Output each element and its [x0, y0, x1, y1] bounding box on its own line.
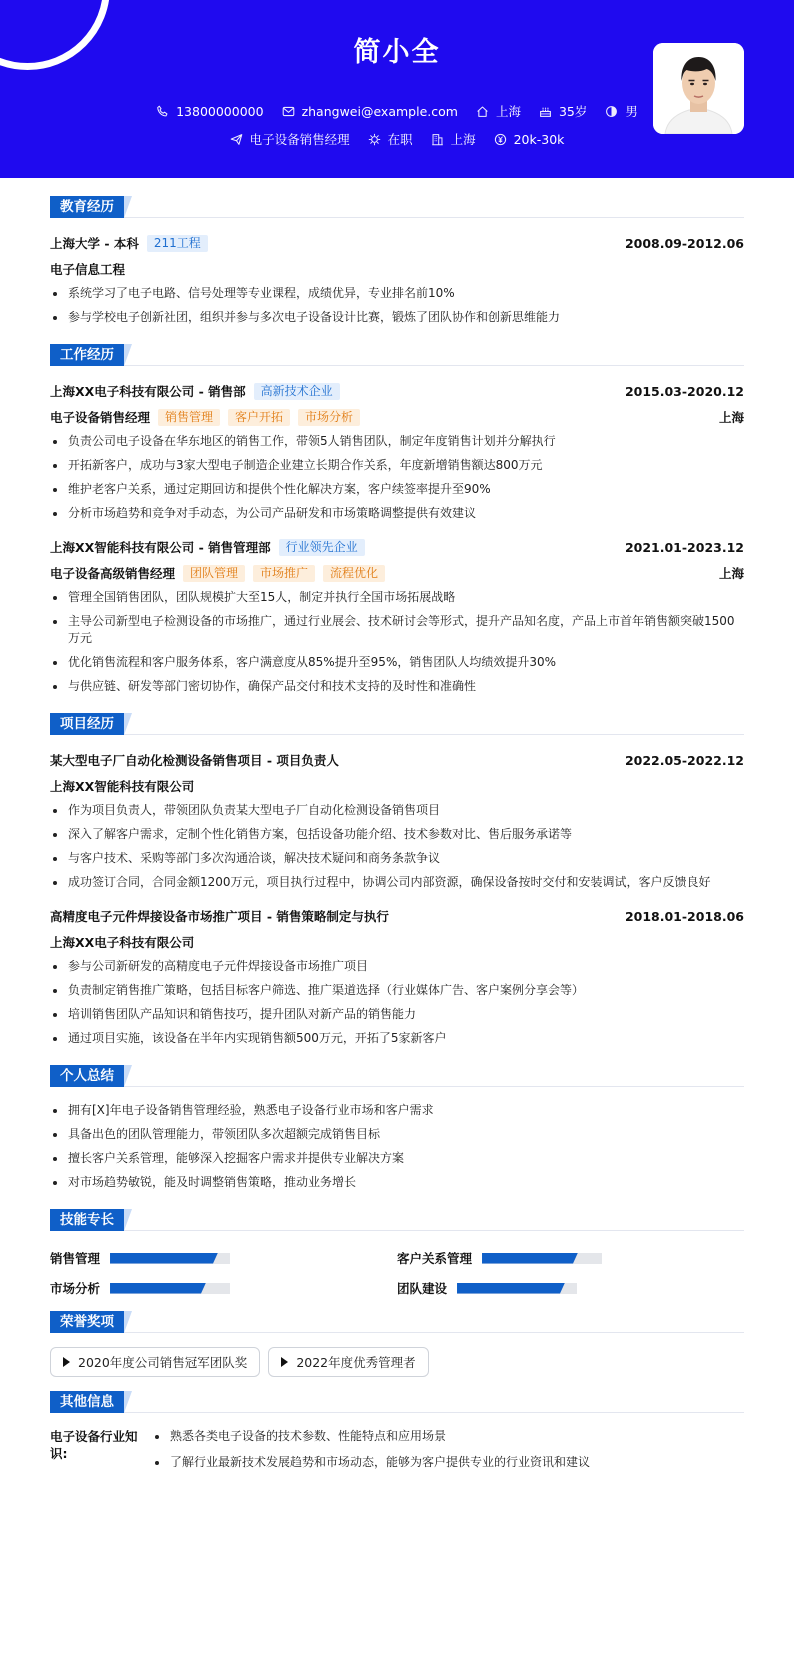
job-bullets [50, 430, 744, 526]
skill-tag: 流程优化 [323, 565, 385, 582]
education-period: 2008.09-2012.06 [624, 235, 744, 251]
gender-text: 男 [625, 104, 638, 119]
other-info [50, 1425, 744, 1477]
target-position-info [230, 130, 350, 148]
job-city: 上海 [718, 566, 744, 581]
candidate-name: 简小全 [353, 37, 441, 68]
building-icon [431, 133, 444, 146]
status-icon [368, 133, 381, 146]
company-name: 上海XX电子科技有限公司 - 销售部 [50, 384, 246, 399]
other-section [50, 1391, 744, 1477]
skill-bar [110, 1283, 230, 1294]
skill-bar-fill [482, 1253, 578, 1264]
award-text: 2022年度优秀管理者 [296, 1355, 416, 1370]
play-icon [281, 1357, 288, 1367]
skill-tag: 客户开拓 [228, 409, 290, 426]
skill-item [50, 1243, 397, 1273]
summary-section [50, 1065, 744, 1209]
job-city: 上海 [718, 410, 744, 425]
position-name: 电子设备高级销售经理 [50, 566, 176, 581]
list-item: 参与公司新研发的高精度电子元件焊接设备市场推广项目 [50, 955, 744, 979]
skill-bar [457, 1283, 577, 1294]
skill-name: 销售管理 [50, 1251, 101, 1266]
project-period: 2018.01-2018.06 [624, 908, 744, 924]
skill-bar-fill [110, 1283, 206, 1294]
projects-title: 项目经历 [50, 713, 124, 735]
work-section [50, 344, 744, 713]
list-item: 擅长客户关系管理，能够深入挖掘客户需求并提供专业解决方案 [50, 1147, 744, 1171]
position-name: 电子设备销售经理 [50, 410, 151, 425]
email-info [282, 104, 458, 119]
major-name: 电子信息工程 [50, 262, 126, 277]
awards-section [50, 1311, 744, 1391]
work-title: 工作经历 [50, 344, 124, 366]
award-text: 2020年度公司销售冠军团队奖 [78, 1355, 248, 1370]
school-name: 上海大学 - 本科 [50, 236, 139, 251]
job-bullets [50, 586, 744, 699]
awards-list [50, 1345, 744, 1377]
education-bullets [50, 282, 744, 330]
play-icon [63, 1357, 70, 1367]
list-item: 熟悉各类电子设备的技术参数、性能特点和应用场景 [152, 1425, 590, 1451]
other-bullets [152, 1425, 590, 1477]
list-item: 与供应链、研发等部门密切协作，确保产品交付和技术支持的及时性和准确性 [50, 675, 744, 699]
send-icon [230, 133, 243, 146]
skill-name: 客户关系管理 [397, 1251, 473, 1266]
skill-name: 市场分析 [50, 1281, 101, 1296]
age-icon [539, 105, 552, 118]
skills-section [50, 1209, 744, 1311]
skill-bar-fill [457, 1283, 565, 1294]
skill-tag: 团队管理 [183, 565, 245, 582]
salary-info [494, 132, 565, 147]
project-name: 高精度电子元件焊接设备市场推广项目 - 销售策略制定与执行 [50, 909, 389, 924]
skill-name: 团队建设 [397, 1281, 448, 1296]
location-info [476, 102, 521, 120]
list-item: 通过项目实施，该设备在半年内实现销售额500万元，开拓了5家新客户 [50, 1027, 744, 1051]
list-item: 作为项目负责人，带领团队负责某大型电子厂自动化检测设备销售项目 [50, 799, 744, 823]
gender-info [605, 102, 638, 120]
company-tag: 高新技术企业 [254, 383, 340, 400]
list-item: 深入了解客户需求，定制个性化销售方案，包括设备功能介绍、技术参数对比、售后服务承诺等 [50, 823, 744, 847]
list-item: 了解行业最新技术发展趋势和市场动态，能够为客户提供专业的行业资讯和建议 [152, 1451, 590, 1477]
project-company-row [50, 929, 744, 955]
list-item: 维护老客户关系，通过定期回访和提供个性化解决方案，客户续签率提升至90% [50, 478, 744, 502]
list-item: 主导公司新型电子检测设备的市场推广，通过行业展会、技术研讨会等形式，提升产品知名度，产品上市首年销售额突破1500万元 [50, 610, 744, 651]
major-row [50, 256, 744, 282]
status-info [368, 130, 413, 148]
projects-section [50, 713, 744, 1065]
phone-info [156, 104, 263, 119]
job-period: 2021.01-2023.12 [624, 539, 744, 555]
status-text: 在职 [387, 132, 413, 147]
skill-tag: 市场分析 [298, 409, 360, 426]
skill-bar [110, 1253, 230, 1264]
job-company-row [50, 534, 744, 560]
skill-item [397, 1273, 744, 1303]
other-title: 其他信息 [50, 1391, 124, 1413]
job-entry [50, 378, 744, 526]
skill-bar [482, 1253, 602, 1264]
awards-title: 荣誉奖项 [50, 1311, 124, 1333]
skill-tag: 市场推广 [253, 565, 315, 582]
age-text: 35岁 [558, 104, 588, 119]
job-position-row [50, 404, 744, 430]
skills-title: 技能专长 [50, 1209, 124, 1231]
mail-icon [282, 105, 295, 118]
list-item: 拥有[X]年电子设备销售管理经验，熟悉电子设备行业市场和客户需求 [50, 1099, 744, 1123]
school-tag: 211工程 [147, 235, 208, 252]
salary-text: 20k-30k [513, 131, 565, 147]
job-company-row [50, 378, 744, 404]
project-company-row [50, 773, 744, 799]
home-icon [476, 105, 489, 118]
project-period: 2022.05-2022.12 [624, 752, 744, 768]
list-item: 分析市场趋势和竞争对手动态，为公司产品研发和市场策略调整提供有效建议 [50, 502, 744, 526]
salary-icon [494, 133, 507, 146]
job-position-row [50, 560, 744, 586]
email-text: zhangwei@example.com [301, 103, 458, 119]
project-company: 上海XX智能科技有限公司 [50, 779, 195, 794]
list-item: 优化销售流程和客户服务体系，客户满意度从85%提升至95%，销售团队人均绩效提升30% [50, 651, 744, 675]
list-item: 管理全国销售团队，团队规模扩大至15人，制定并执行全国市场拓展战略 [50, 586, 744, 610]
education-section [50, 196, 744, 344]
project-name: 某大型电子厂自动化检测设备销售项目 - 项目负责人 [50, 753, 339, 768]
project-entry [50, 747, 744, 895]
project-entry [50, 903, 744, 1051]
phone-icon [156, 105, 169, 118]
project-name-row [50, 903, 744, 929]
company-name: 上海XX智能科技有限公司 - 销售管理部 [50, 540, 271, 555]
award-item [268, 1347, 428, 1377]
summary-bullets [50, 1099, 744, 1195]
project-bullets [50, 799, 744, 895]
list-item: 负责公司电子设备在华东地区的销售工作，带领5人销售团队，制定年度销售计划并分解执行 [50, 430, 744, 454]
education-title: 教育经历 [50, 196, 124, 218]
skill-tag: 销售管理 [158, 409, 220, 426]
list-item: 成功签订合同，合同金额1200万元，项目执行过程中，协调公司内部资源，确保设备按时交付和安装调试，客户反馈良好 [50, 871, 744, 895]
list-item: 具备出色的团队管理能力，带领团队多次超额完成销售目标 [50, 1123, 744, 1147]
list-item: 系统学习了电子电路、信号处理等专业课程，成绩优异，专业排名前10% [50, 282, 744, 306]
project-company: 上海XX电子科技有限公司 [50, 935, 195, 950]
gender-icon [605, 105, 618, 118]
skill-item [397, 1243, 744, 1273]
target-position-text: 电子设备销售经理 [249, 132, 350, 147]
phone-text: 13800000000 [176, 103, 264, 119]
project-name-row [50, 747, 744, 773]
avatar-portrait [653, 43, 744, 134]
project-bullets [50, 955, 744, 1051]
avatar [653, 43, 744, 134]
list-item: 培训销售团队产品知识和销售技巧，提升团队对新产品的销售能力 [50, 1003, 744, 1027]
list-item: 与客户技术、采购等部门多次沟通洽谈，解决技术疑问和商务条款争议 [50, 847, 744, 871]
skill-item [50, 1273, 397, 1303]
skill-bar-fill [110, 1253, 218, 1264]
resume-header [0, 0, 794, 178]
target-city-text: 上海 [450, 132, 476, 147]
award-item [50, 1347, 260, 1377]
location-text: 上海 [495, 104, 521, 119]
company-tag: 行业领先企业 [279, 539, 365, 556]
list-item: 对市场趋势敏锐，能及时调整销售策略，推动业务增长 [50, 1171, 744, 1195]
other-label: 电子设备行业知识: [50, 1429, 138, 1461]
job-period: 2015.03-2020.12 [624, 383, 744, 399]
job-entry [50, 534, 744, 699]
education-row [50, 230, 744, 256]
age-info [539, 102, 587, 120]
skills-grid [50, 1243, 744, 1303]
list-item: 参与学校电子创新社团，组织并参与多次电子设备设计比赛，锻炼了团队协作和创新思维能力 [50, 306, 744, 330]
target-city-info [431, 130, 476, 148]
list-item: 开拓新客户，成功与3家大型电子制造企业建立长期合作关系，年度新增销售额达800万元 [50, 454, 744, 478]
summary-title: 个人总结 [50, 1065, 124, 1087]
list-item: 负责制定销售推广策略，包括目标客户筛选、推广渠道选择（行业媒体广告、客户案例分享会等） [50, 979, 744, 1003]
